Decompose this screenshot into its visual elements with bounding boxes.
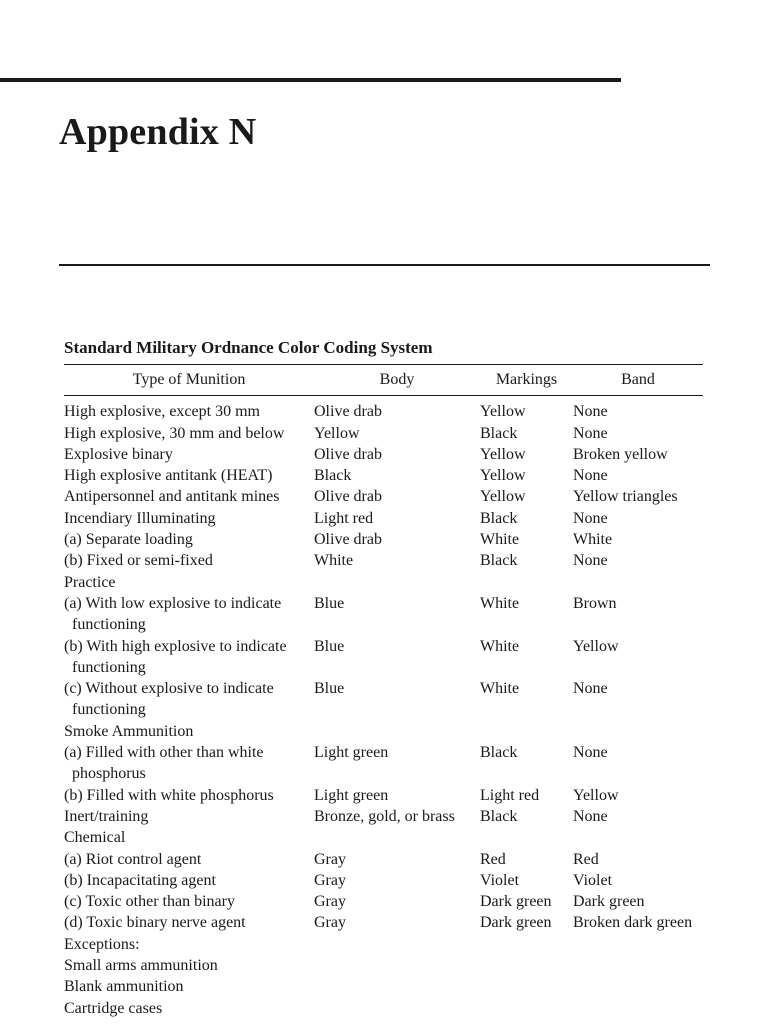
band-color-cell: Red (573, 850, 599, 868)
body-color-cell (314, 827, 480, 848)
page-title: Appendix N (59, 111, 257, 153)
munition-type-cell: Incendiary Illuminating (64, 509, 216, 527)
markings-color-cell (480, 827, 573, 848)
munition-type-cell: Practice (64, 573, 116, 591)
table-title: Standard Military Ordnance Color Coding System (64, 338, 433, 357)
munition-type-cell: High explosive, 30 mm and below (64, 424, 285, 442)
body-color-cell (314, 934, 480, 955)
table-row (64, 423, 703, 444)
munition-type-cell: (b) Incapacitating agent (64, 871, 216, 889)
munition-type-cell: (c) Without explosive to indicate functioning (64, 680, 274, 719)
band-color-cell: None (573, 403, 608, 421)
markings-color-cell: Black (480, 509, 518, 527)
body-color-cell: Blue (314, 637, 345, 655)
band-color-cell (573, 998, 703, 1019)
markings-color-cell: Black (480, 424, 518, 442)
body-color-cell: Light green (314, 786, 389, 804)
markings-color-cell (480, 572, 573, 593)
munition-type-cell: Blank ammunition (64, 978, 184, 996)
band-color-cell: None (573, 509, 608, 527)
markings-color-cell: White (480, 680, 520, 698)
body-color-cell: Gray (314, 914, 346, 932)
color-coding-table (64, 364, 703, 1019)
body-color-cell: Olive drab (314, 488, 382, 506)
munition-type-cell: Chemical (64, 829, 126, 847)
body-color-cell: White (314, 552, 354, 570)
munition-type-cell: (a) Filled with other than white phosphorus (64, 744, 264, 783)
table-row (64, 636, 703, 679)
body-color-cell: Gray (314, 893, 346, 911)
munition-type-cell: (b) Filled with white phosphorus (64, 786, 274, 804)
body-color-cell: Light red (314, 509, 374, 527)
markings-color-cell (480, 934, 573, 955)
body-color-cell: Light green (314, 744, 389, 762)
munition-type-cell: (a) Separate loading (64, 531, 193, 549)
body-color-cell (314, 998, 480, 1019)
body-color-cell (314, 955, 480, 976)
markings-color-cell: Yellow (480, 488, 526, 506)
markings-color-cell: Black (480, 552, 518, 570)
table-row (64, 721, 703, 742)
table-row (64, 742, 703, 785)
markings-color-cell (480, 955, 573, 976)
markings-color-cell: Dark green (480, 893, 552, 911)
markings-color-cell: Violet (480, 871, 520, 889)
table-row (64, 827, 703, 848)
munition-type-cell: (b) With high explosive to indicate functioning (64, 637, 287, 676)
table-row (64, 465, 703, 486)
munition-type-cell: (d) Toxic binary nerve agent (64, 914, 246, 932)
munition-type-cell: (b) Fixed or semi-fixed (64, 552, 213, 570)
table-row (64, 891, 703, 912)
band-color-cell: White (573, 531, 613, 549)
markings-color-cell: Dark green (480, 914, 552, 932)
markings-color-cell (480, 976, 573, 997)
body-color-cell: Black (314, 467, 352, 485)
body-color-cell: Yellow (314, 424, 360, 442)
body-color-cell (314, 572, 480, 593)
markings-color-cell: Black (480, 807, 518, 825)
table-header-row (64, 365, 703, 396)
markings-color-cell (480, 998, 573, 1019)
table-row (64, 955, 703, 976)
band-color-cell: Yellow (573, 786, 619, 804)
table-row (64, 444, 703, 465)
band-color-cell: None (573, 467, 608, 485)
munition-type-cell: Exceptions: (64, 935, 140, 953)
band-color-cell: Brown (573, 594, 617, 612)
band-color-cell: Yellow triangles (573, 488, 678, 506)
body-color-cell: Blue (314, 680, 345, 698)
band-color-cell: None (573, 807, 608, 825)
band-color-cell: Broken yellow (573, 445, 668, 463)
munition-type-cell: Smoke Ammunition (64, 722, 194, 740)
band-color-cell (573, 955, 703, 976)
body-color-cell: Olive drab (314, 403, 382, 421)
munition-type-cell: (c) Toxic other than binary (64, 893, 235, 911)
band-color-cell: Broken dark green (573, 914, 693, 932)
markings-color-cell: White (480, 531, 520, 549)
table-row (64, 806, 703, 827)
munition-type-cell: Small arms ammunition (64, 957, 218, 975)
table-row (64, 678, 703, 721)
band-color-cell: None (573, 424, 608, 442)
band-color-cell (573, 934, 703, 955)
column-header-band: Band (573, 365, 703, 396)
body-color-cell: Gray (314, 871, 346, 889)
markings-color-cell: Yellow (480, 403, 526, 421)
band-color-cell (573, 572, 703, 593)
body-color-cell: Olive drab (314, 531, 382, 549)
munition-type-cell: (a) Riot control agent (64, 850, 202, 868)
table-row (64, 976, 703, 997)
table-row (64, 550, 703, 571)
top-rule (0, 78, 621, 82)
band-color-cell: Dark green (573, 893, 645, 911)
munition-type-cell: Antipersonnel and antitank mines (64, 488, 280, 506)
table-row (64, 529, 703, 550)
body-color-cell (314, 721, 480, 742)
column-header-body: Body (314, 365, 480, 396)
band-color-cell: Yellow (573, 637, 619, 655)
band-color-cell (573, 827, 703, 848)
band-color-cell (573, 721, 703, 742)
munition-type-cell: High explosive, except 30 mm (64, 403, 260, 421)
table-row (64, 998, 703, 1019)
color-coding-table-container (64, 364, 703, 1019)
column-header-markings: Markings (480, 365, 573, 396)
band-color-cell: None (573, 552, 608, 570)
band-color-cell (573, 976, 703, 997)
table-row (64, 508, 703, 529)
markings-color-cell: White (480, 594, 520, 612)
body-color-cell: Olive drab (314, 445, 382, 463)
body-color-cell (314, 976, 480, 997)
table-row (64, 785, 703, 806)
body-color-cell: Gray (314, 850, 346, 868)
table-row (64, 486, 703, 507)
table-row (64, 912, 703, 933)
column-header-type-of-munition: Type of Munition (64, 365, 314, 396)
table-row (64, 401, 703, 422)
munition-type-cell: Inert/training (64, 807, 149, 825)
munition-type-cell: Explosive binary (64, 445, 173, 463)
body-color-cell: Bronze, gold, or brass (314, 807, 455, 825)
munition-type-cell: High explosive antitank (HEAT) (64, 467, 273, 485)
markings-color-cell: Yellow (480, 467, 526, 485)
band-color-cell: None (573, 744, 608, 762)
band-color-cell: Violet (573, 871, 613, 889)
table-row (64, 593, 703, 636)
table-row (64, 572, 703, 593)
munition-type-cell: Cartridge cases (64, 999, 163, 1017)
markings-color-cell (480, 721, 573, 742)
table-row (64, 934, 703, 955)
section-divider (59, 264, 710, 266)
munition-type-cell: (a) With low explosive to indicate functioning (64, 594, 282, 634)
body-color-cell: Blue (314, 594, 345, 612)
band-color-cell: None (573, 680, 608, 698)
table-row (64, 870, 703, 891)
table-row (64, 849, 703, 870)
markings-color-cell: Red (480, 850, 506, 868)
markings-color-cell: Light red (480, 786, 540, 804)
markings-color-cell: Yellow (480, 445, 526, 463)
markings-color-cell: Black (480, 744, 518, 762)
table-body (64, 401, 703, 1019)
markings-color-cell: White (480, 637, 520, 655)
